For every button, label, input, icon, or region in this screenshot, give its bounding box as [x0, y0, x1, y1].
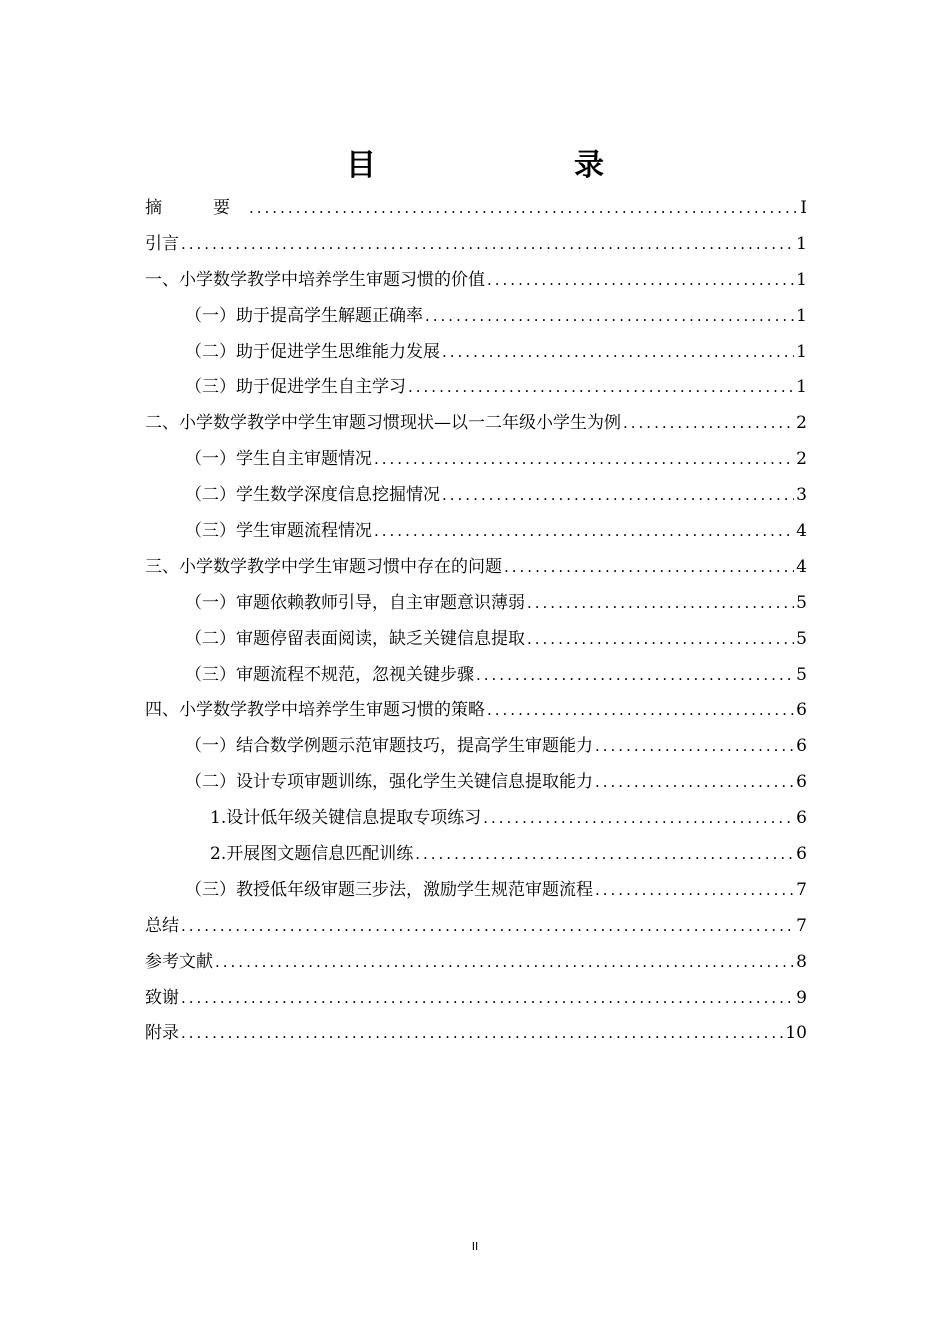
toc-entry-section-3-2[interactable] — [145, 621, 807, 657]
toc-entry-text: 摘 要 — [145, 197, 247, 218]
toc-page-number: 5 — [796, 592, 807, 613]
toc-dot-leader — [215, 952, 794, 972]
toc-page-number: 4 — [796, 520, 807, 541]
toc-page-number: 1 — [796, 305, 807, 326]
toc-dot-leader — [415, 844, 794, 864]
toc-page-number: 6 — [796, 808, 807, 829]
toc-page-number: 6 — [796, 736, 807, 757]
toc-dot-leader — [595, 736, 794, 756]
toc-page-number: 6 — [796, 772, 807, 793]
toc-dot-leader — [487, 270, 794, 290]
toc-entry-section-4-2-1[interactable] — [145, 800, 807, 836]
toc-entry-section-2[interactable] — [145, 405, 807, 441]
toc-page-number: 4 — [796, 556, 807, 577]
toc-entry-text: 三、小学数学教学中学生审题习惯中存在的问题 — [145, 556, 502, 577]
toc-entry-section-4-2-2[interactable] — [145, 836, 807, 872]
toc-page-number: 1 — [796, 377, 807, 398]
toc-dot-leader — [374, 449, 794, 469]
toc-page-number: 1 — [796, 233, 807, 254]
toc-entry-text: 一、小学数学教学中培养学生审题习惯的价值 — [145, 269, 485, 290]
toc-page-number: 6 — [796, 843, 807, 864]
page-title: 目 录 — [346, 148, 650, 183]
toc-entry-text: 致谢 — [145, 987, 179, 1008]
toc-dot-leader — [425, 306, 794, 326]
toc-entry-section-1-1[interactable] — [145, 298, 807, 334]
toc-entry-text: （一）助于提高学生解题正确率 — [185, 305, 423, 326]
toc-dot-leader — [442, 342, 794, 362]
toc-page-number: I — [800, 197, 807, 218]
toc-entry-text: （二）审题停留表面阅读，缺乏关键信息提取 — [185, 628, 525, 649]
toc-dot-leader — [181, 1023, 783, 1043]
toc-entry-text: 附录 — [145, 1023, 179, 1044]
toc-entry-section-4-3[interactable] — [145, 872, 807, 908]
page-number-footer: II — [471, 1240, 479, 1253]
toc-entry-section-4-2[interactable] — [145, 764, 807, 800]
toc-page-number: 1 — [796, 269, 807, 290]
toc-dot-leader — [408, 377, 794, 397]
toc-entry-text: （三）助于促进学生自主学习 — [185, 377, 406, 398]
toc-page-number: 5 — [796, 628, 807, 649]
toc-entry-section-4-1[interactable] — [145, 728, 807, 764]
toc-entry-text: 1.设计低年级关键信息提取专项练习 — [210, 808, 482, 829]
toc-entry-text: 四、小学数学教学中培养学生审题习惯的策略 — [145, 700, 485, 721]
toc-page-number: 7 — [796, 879, 807, 900]
toc-entry-section-3-1[interactable] — [145, 585, 807, 621]
toc-page-number: 9 — [796, 987, 807, 1008]
toc-dot-leader — [623, 413, 794, 433]
toc-entry-section-2-1[interactable] — [145, 441, 807, 477]
toc-entry-abstract[interactable] — [145, 190, 807, 226]
toc-page-number: 10 — [785, 1023, 807, 1044]
toc-dot-leader — [595, 772, 794, 792]
toc-dot-leader — [181, 916, 794, 936]
toc-entry-text: （三）学生审题流程情况 — [185, 520, 372, 541]
toc-dot-leader — [181, 988, 794, 1008]
toc-entry-text: （一）审题依赖教师引导，自主审题意识薄弱 — [185, 592, 525, 613]
toc-entry-acknowledgements[interactable] — [145, 980, 807, 1016]
toc-dot-leader — [476, 665, 794, 685]
toc-dot-leader — [527, 593, 794, 613]
table-of-contents — [145, 190, 807, 1051]
toc-page-number: 2 — [796, 449, 807, 470]
toc-entry-text: （二）设计专项审题训练，强化学生关键信息提取能力 — [185, 772, 593, 793]
toc-dot-leader — [504, 557, 794, 577]
toc-entry-text: （一）结合数学例题示范审题技巧，提高学生审题能力 — [185, 736, 593, 757]
toc-entry-section-1-3[interactable] — [145, 369, 807, 405]
toc-entry-introduction[interactable] — [145, 226, 807, 262]
toc-entry-section-3[interactable] — [145, 549, 807, 585]
toc-entry-text: 参考文献 — [145, 951, 213, 972]
toc-entry-section-3-3[interactable] — [145, 657, 807, 693]
toc-dot-leader — [249, 198, 798, 218]
toc-page-number: 8 — [796, 951, 807, 972]
toc-entry-references[interactable] — [145, 944, 807, 980]
toc-entry-text: 总结 — [145, 915, 179, 936]
toc-entry-section-1[interactable] — [145, 262, 807, 298]
toc-page-number: 3 — [796, 485, 807, 506]
toc-entry-text: （三）审题流程不规范，忽视关键步骤 — [185, 664, 474, 685]
toc-dot-leader — [595, 880, 794, 900]
toc-page-number: 2 — [796, 413, 807, 434]
toc-entry-appendix[interactable] — [145, 1015, 807, 1051]
toc-dot-leader — [527, 629, 794, 649]
toc-dot-leader — [442, 485, 794, 505]
toc-entry-conclusion[interactable] — [145, 908, 807, 944]
toc-page-number: 1 — [796, 341, 807, 362]
toc-dot-leader — [374, 521, 794, 541]
toc-page-number: 6 — [796, 700, 807, 721]
toc-entry-section-4[interactable] — [145, 692, 807, 728]
toc-entry-text: （三）教授低年级审题三步法，激励学生规范审题流程 — [185, 879, 593, 900]
toc-entry-text: 二、小学数学教学中学生审题习惯现状—以一二年级小学生为例 — [145, 413, 621, 434]
toc-entry-text: （二）学生数学深度信息挖掘情况 — [185, 485, 440, 506]
toc-entry-section-1-2[interactable] — [145, 334, 807, 370]
toc-entry-section-2-3[interactable] — [145, 513, 807, 549]
toc-dot-leader — [181, 234, 794, 254]
toc-entry-text: （二）助于促进学生思维能力发展 — [185, 341, 440, 362]
toc-entry-text: 引言 — [145, 233, 179, 254]
toc-dot-leader — [487, 700, 794, 720]
toc-page-number: 7 — [796, 915, 807, 936]
toc-page-number: 5 — [796, 664, 807, 685]
toc-entry-section-2-2[interactable] — [145, 477, 807, 513]
toc-entry-text: 2.开展图文题信息匹配训练 — [210, 843, 414, 864]
toc-dot-leader — [483, 808, 794, 828]
toc-entry-text: （一）学生自主审题情况 — [185, 449, 372, 470]
